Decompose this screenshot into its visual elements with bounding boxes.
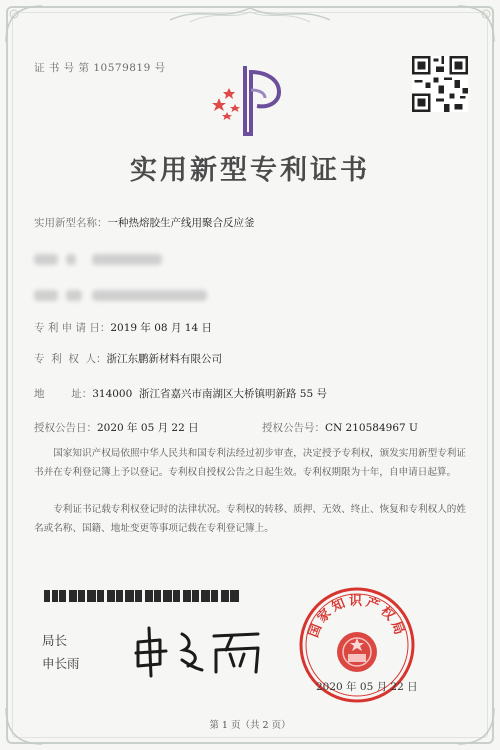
redacted-label [34,290,58,301]
top-ornament [170,2,330,24]
grant-number-row [262,420,418,435]
qr-code-icon [412,56,468,112]
patentee-label: 专 利 权 人： [34,353,107,365]
seal-date: 2020 年 05 月 22 日 [316,681,418,693]
address-label: 地 址： [34,388,93,400]
handwritten-signature [130,620,270,680]
cnipa-logo-icon [205,60,295,140]
corner-ornament [456,4,496,44]
page-indicator: 第 1 页（共 2 页） [209,720,291,731]
director-name: 申长雨 [42,656,80,671]
barcode-icon [44,590,239,602]
redacted-patent-number [92,290,207,301]
patentee-row [34,351,222,366]
redacted-label [66,290,82,301]
grant-number-value: CN 210584967 U [325,422,418,434]
redacted-label [66,254,76,265]
application-date-label: 专 利 申 请 日： [34,322,111,334]
corner-ornament [4,4,44,44]
certificate-title: 实用新型专利证书 [130,155,370,186]
address-row [34,386,327,401]
grant-statement-paragraph: 国家知识产权局依照中华人民共和国专利法经过初步审查，决定授予专利权，颁发实用新型专利证书并在专利登记簿上予以登记。专利权自授权公告之日起生效。专利权期限为十年，自申请日起算。 [34,448,466,478]
address-value: 314000 浙江省嘉兴市南湖区大桥镇明新路 55 号 [92,388,327,400]
grant-date-value: 2020 年 05 月 22 日 [97,422,199,434]
utility-name-label: 实用新型名称： [34,217,108,229]
grant-date-row [34,420,199,435]
redacted-label [34,254,58,265]
director-title: 局长 [42,633,68,648]
svg-text:国家知识产权局: 国家知识产权局 [306,594,408,640]
grant-date-label: 授权公告日： [34,422,97,434]
utility-name-row [34,215,255,230]
application-date-value: 2019 年 08 月 14 日 [110,322,212,334]
redacted-inventor [92,254,162,265]
certificate-number: 证 书 号 第 10579819 号 [34,62,166,74]
application-date-row [34,320,212,335]
legal-status-paragraph: 专利证书记载专利权登记时的法律状况。专利权的转移、质押、无效、终止、恢复和专利权人的姓名或名称、国籍、地址变更等事项记载在专利登记簿上。 [34,504,466,534]
patentee-value: 浙江东鹏新材料有限公司 [106,353,223,365]
grant-number-label: 授权公告号： [262,422,325,434]
utility-name-value: 一种热熔胶生产线用聚合反应釜 [107,217,255,229]
